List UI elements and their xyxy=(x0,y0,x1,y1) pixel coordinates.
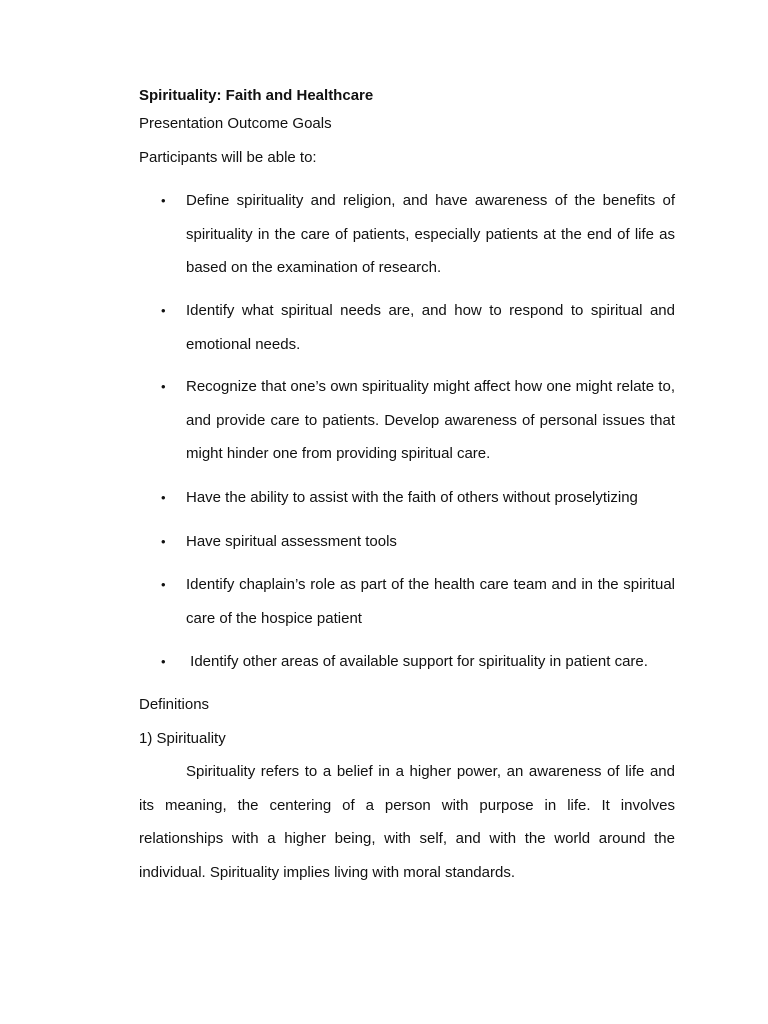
bullet-icon: • xyxy=(161,193,166,208)
goal-text: Identify chaplain’s role as part of the health care team and in the spiritual care of the hospice patient xyxy=(186,576,675,627)
goal-text: Have the ability to assist with the faith of others without proselytizing xyxy=(186,489,638,506)
bullet-icon: • xyxy=(161,303,166,318)
bullet-icon: • xyxy=(161,490,166,505)
goal-text: Have spiritual assessment tools xyxy=(186,533,397,550)
bullet-icon: • xyxy=(161,654,166,669)
goal-text: Identify what spiritual needs are, and how to respond to spiritual and emotional needs. xyxy=(186,302,675,353)
document-subtitle: Presentation Outcome Goals xyxy=(139,115,332,132)
document-title: Spirituality: Faith and Healthcare xyxy=(139,87,374,104)
definition-paragraph: Spirituality refers to a belief in a higher power, an awareness of life and its meaning, the centering of a person with purpose in life. It involves relationships with a higher being, with self, and with the world around the individual. Spirituality implies living with moral standards. xyxy=(139,763,675,881)
goal-text: Recognize that one’s own spirituality might affect how one might relate to, and provide care to patients. Develop awareness of personal issues that might hinder one from providing spiritual care. xyxy=(186,378,675,462)
goal-text: Identify other areas of available support for spirituality in patient care. xyxy=(186,653,648,670)
definitions-heading: Definitions xyxy=(139,696,210,713)
bullet-icon: • xyxy=(161,534,166,549)
goal-text: Define spirituality and religion, and have awareness of the benefits of spirituality in the care of patients, especially patients at the end of life as based on the examination of research. xyxy=(186,192,675,276)
bullet-icon: • xyxy=(161,577,166,592)
bullet-icon: • xyxy=(161,379,166,394)
definition-heading: 1) Spirituality xyxy=(139,730,226,747)
intro-text: Participants will be able to: xyxy=(139,149,317,166)
